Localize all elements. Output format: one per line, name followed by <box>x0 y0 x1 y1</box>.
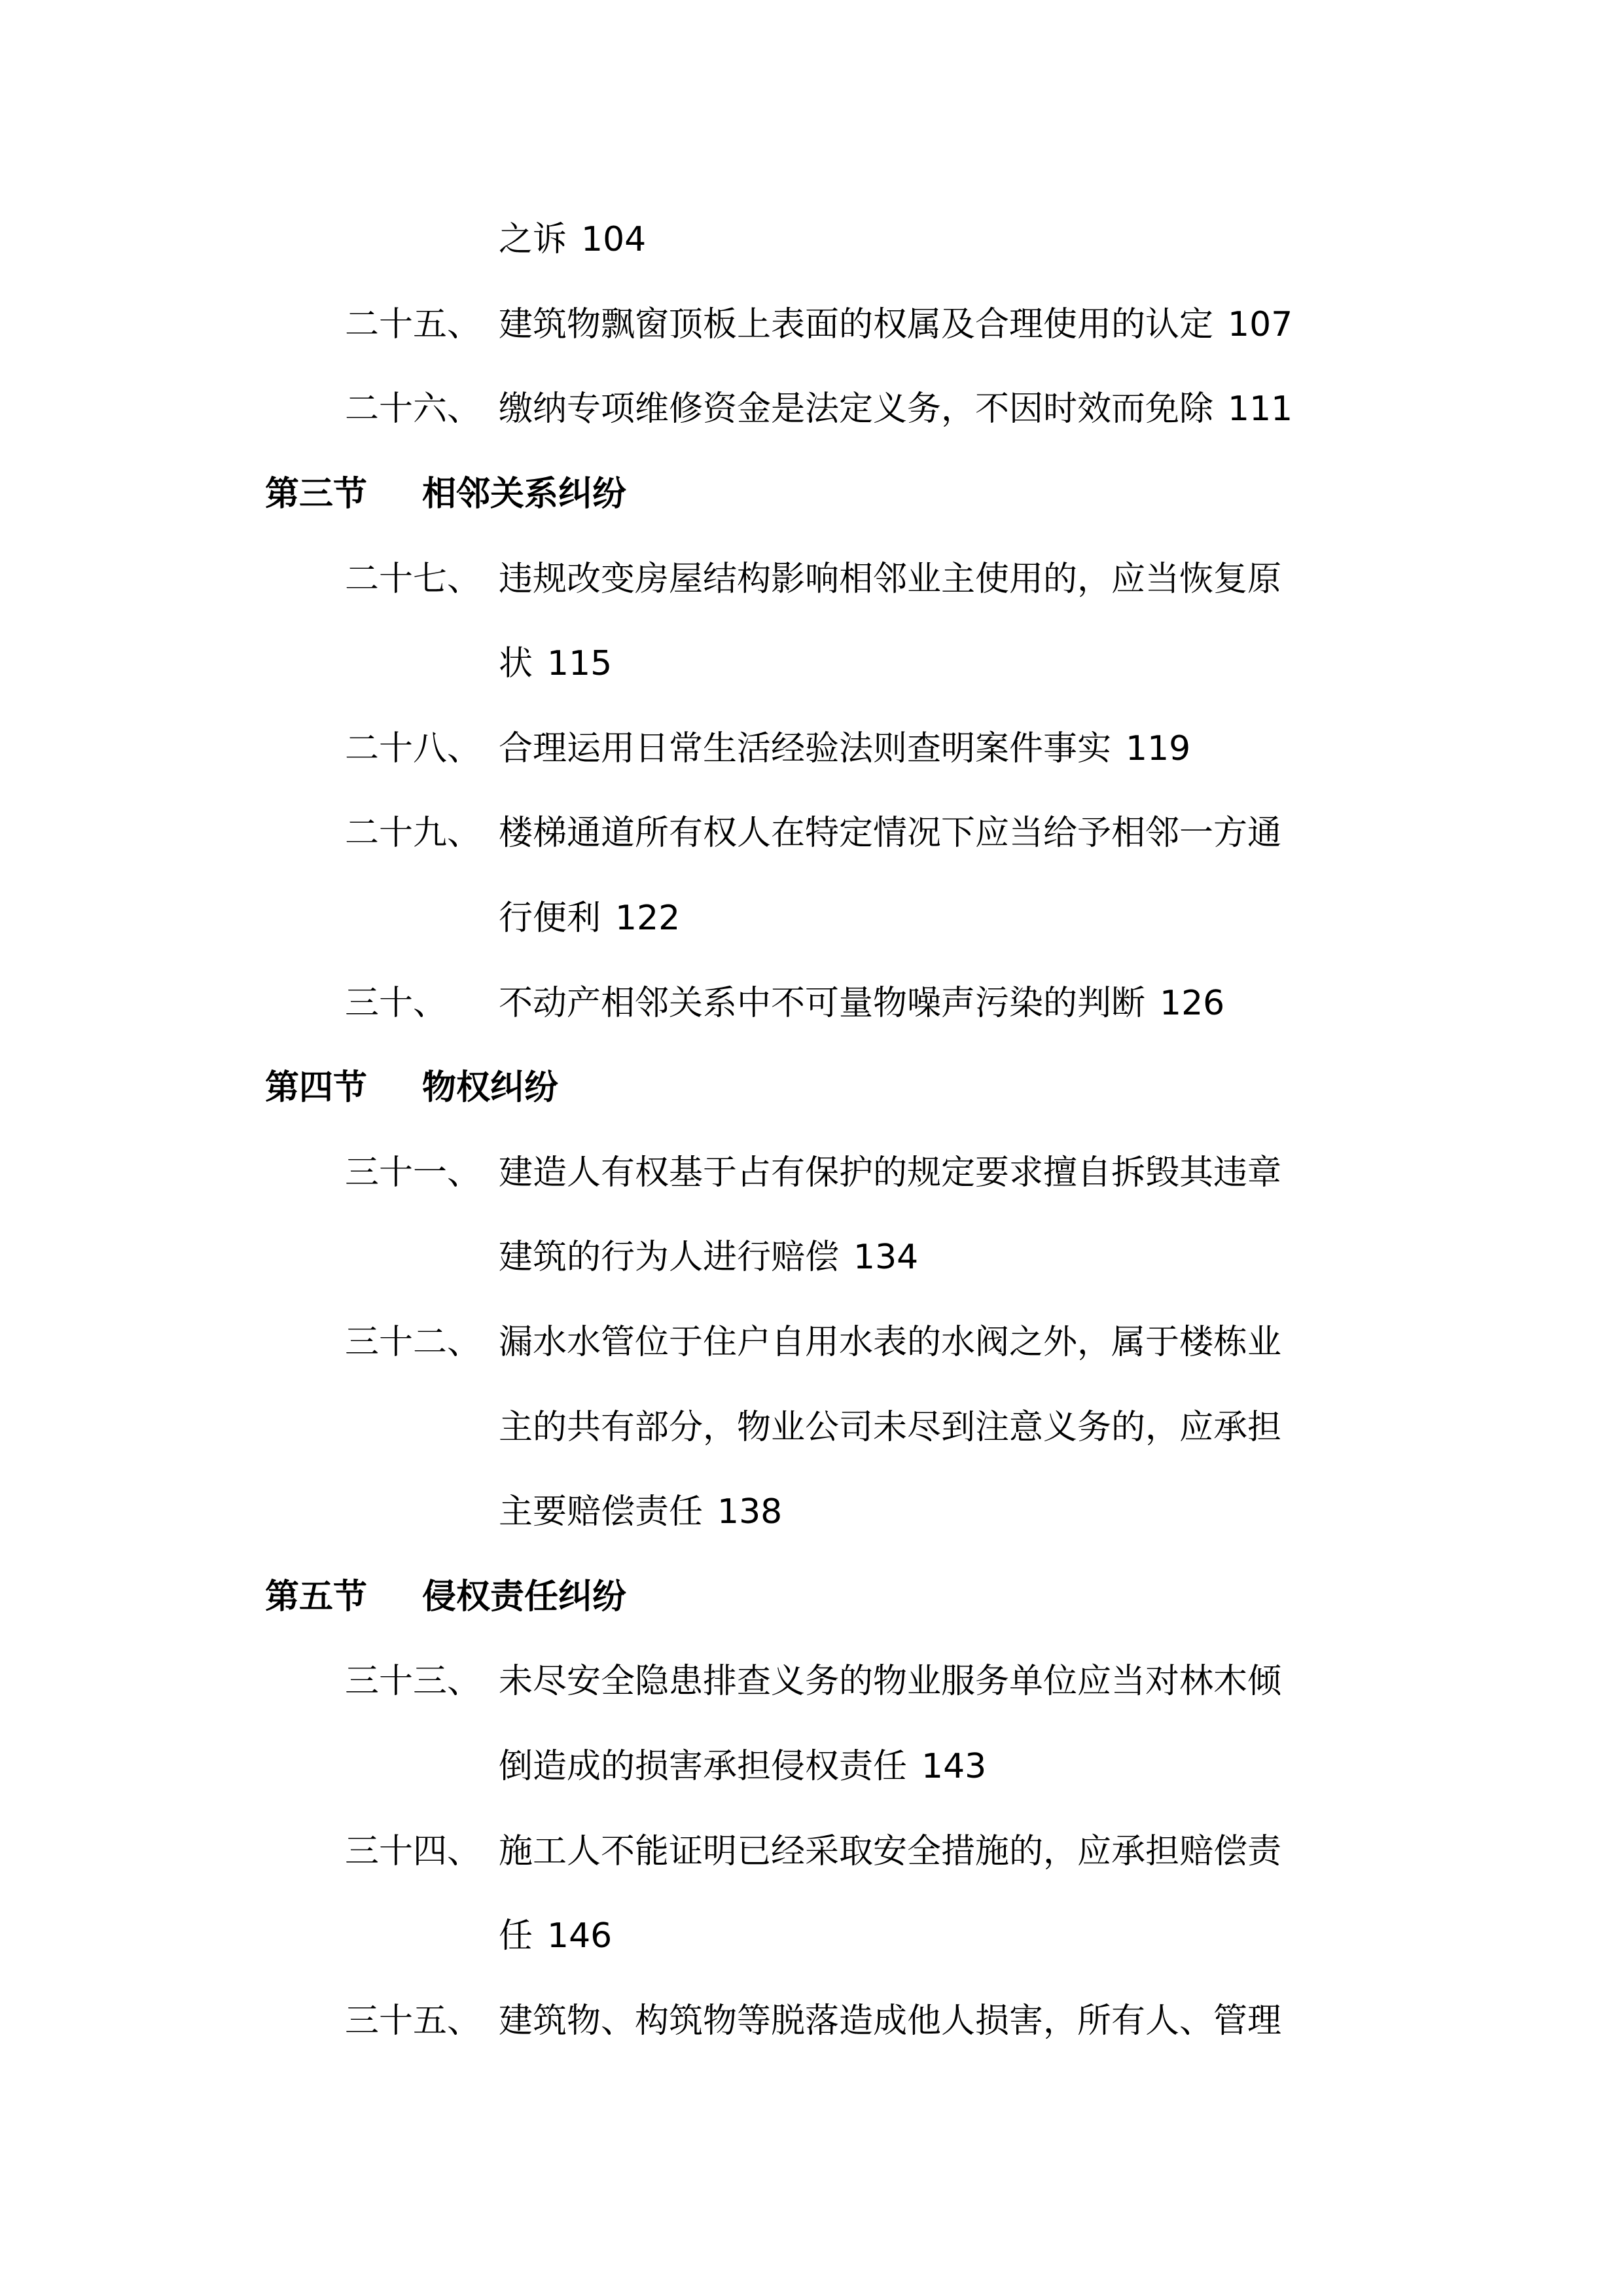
toc-entry-continuation <box>499 882 680 954</box>
toc-section-heading <box>265 458 626 530</box>
toc-entry <box>345 373 1293 445</box>
toc-entry-text: 违规改变房屋结构影响相邻业主使用的，应当恢复原 <box>499 560 1282 599</box>
toc-entry-text: 合理运用日常生活经验法则查明案件事实 <box>499 729 1112 768</box>
toc-entry-text: 漏水水管位于住户自用水表的水阀之外，属于楼栋业 <box>499 1323 1282 1362</box>
toc-section-number: 第四节 <box>265 1068 368 1107</box>
toc-entry-continuation <box>499 1476 782 1548</box>
toc-page-number: 122 <box>615 899 681 938</box>
toc-entry-number: 三十一、 <box>345 1153 482 1193</box>
toc-page-number: 146 <box>547 1916 613 1956</box>
toc-entry-text: 不动产相邻关系中不可量物噪声污染的判断 <box>499 984 1146 1023</box>
toc-entry <box>345 289 1293 361</box>
toc-entry-text: 任 <box>499 1916 533 1956</box>
toc-entry-text: 之诉 <box>499 220 567 259</box>
toc-section-number: 第三节 <box>265 475 368 514</box>
toc-entry-number: 二十五、 <box>345 305 482 344</box>
toc-entry <box>345 713 1190 785</box>
toc-entry-continuation <box>499 1221 918 1293</box>
toc-entry-continuation <box>499 628 612 700</box>
toc-entry <box>345 1816 1281 1888</box>
toc-entry-text: 缴纳专项维修资金是法定义务，不因时效而免除 <box>499 389 1214 429</box>
toc-entry-number: 二十八、 <box>345 729 482 768</box>
toc-entry-number: 二十七、 <box>345 560 482 599</box>
toc-section-heading <box>265 1052 558 1124</box>
toc-entry-text: 状 <box>499 644 533 683</box>
toc-page-number: 104 <box>581 220 647 259</box>
toc-entry-text: 楼梯通道所有权人在特定情况下应当给予相邻一方通 <box>499 814 1282 853</box>
toc-section-title: 侵权责任纠纷 <box>422 1577 627 1617</box>
toc-entry-continuation <box>499 1391 1281 1463</box>
toc-entry-text: 未尽安全隐患排查义务的物业服务单位应当对林木倾 <box>499 1662 1282 1701</box>
toc-page-number: 111 <box>1228 389 1293 429</box>
toc-page-number: 126 <box>1160 984 1225 1023</box>
toc-page-number: 143 <box>921 1747 987 1786</box>
toc-entry-number: 二十六、 <box>345 389 482 429</box>
toc-entry <box>345 1137 1281 1209</box>
toc-entry-number: 三十四、 <box>345 1832 482 1871</box>
toc-entry-number: 三十、 <box>345 984 448 1023</box>
toc-entry-text: 建筑的行为人进行赔偿 <box>499 1238 840 1277</box>
toc-section-heading <box>265 1561 626 1633</box>
toc-section-title: 物权纠纷 <box>422 1068 559 1107</box>
toc-entry-text: 主的共有部分，物业公司未尽到注意义务的，应承担 <box>499 1408 1282 1447</box>
toc-entry <box>345 543 1281 615</box>
toc-entry-number: 二十九、 <box>345 814 482 853</box>
toc-entry-text: 倒造成的损害承担侵权责任 <box>499 1747 908 1786</box>
toc-section-title: 相邻关系纠纷 <box>422 475 627 514</box>
toc-page-number: 119 <box>1126 729 1191 768</box>
toc-entry-number: 三十二、 <box>345 1323 482 1362</box>
toc-entry-text: 建筑物、构筑物等脱落造成他人损害，所有人、管理 <box>499 2001 1282 2041</box>
toc-page-number: 107 <box>1228 305 1293 344</box>
toc-entry-text: 建筑物飘窗顶板上表面的权属及合理使用的认定 <box>499 305 1214 344</box>
toc-entry-continuation <box>499 204 646 276</box>
toc-section-number: 第五节 <box>265 1577 368 1617</box>
toc-entry <box>345 967 1224 1039</box>
toc-entry <box>345 1645 1281 1717</box>
toc-entry-text: 主要赔偿责任 <box>499 1492 704 1532</box>
toc-entry-text: 建造人有权基于占有保护的规定要求擅自拆毁其违章 <box>499 1153 1282 1193</box>
toc-page-number: 115 <box>547 644 613 683</box>
toc-entry-number: 三十五、 <box>345 2001 482 2041</box>
toc-entry <box>345 1985 1281 2057</box>
toc-entry-text: 施工人不能证明已经采取安全措施的，应承担赔偿责 <box>499 1832 1282 1871</box>
toc-entry-number: 三十三、 <box>345 1662 482 1701</box>
toc-entry-continuation <box>499 1731 986 1803</box>
toc-entry <box>345 797 1281 869</box>
toc-entry <box>345 1306 1281 1378</box>
toc-page-number: 138 <box>717 1492 783 1532</box>
toc-entry-continuation <box>499 1900 612 1972</box>
toc-page-number: 134 <box>853 1238 919 1277</box>
toc-entry-text: 行便利 <box>499 899 601 938</box>
